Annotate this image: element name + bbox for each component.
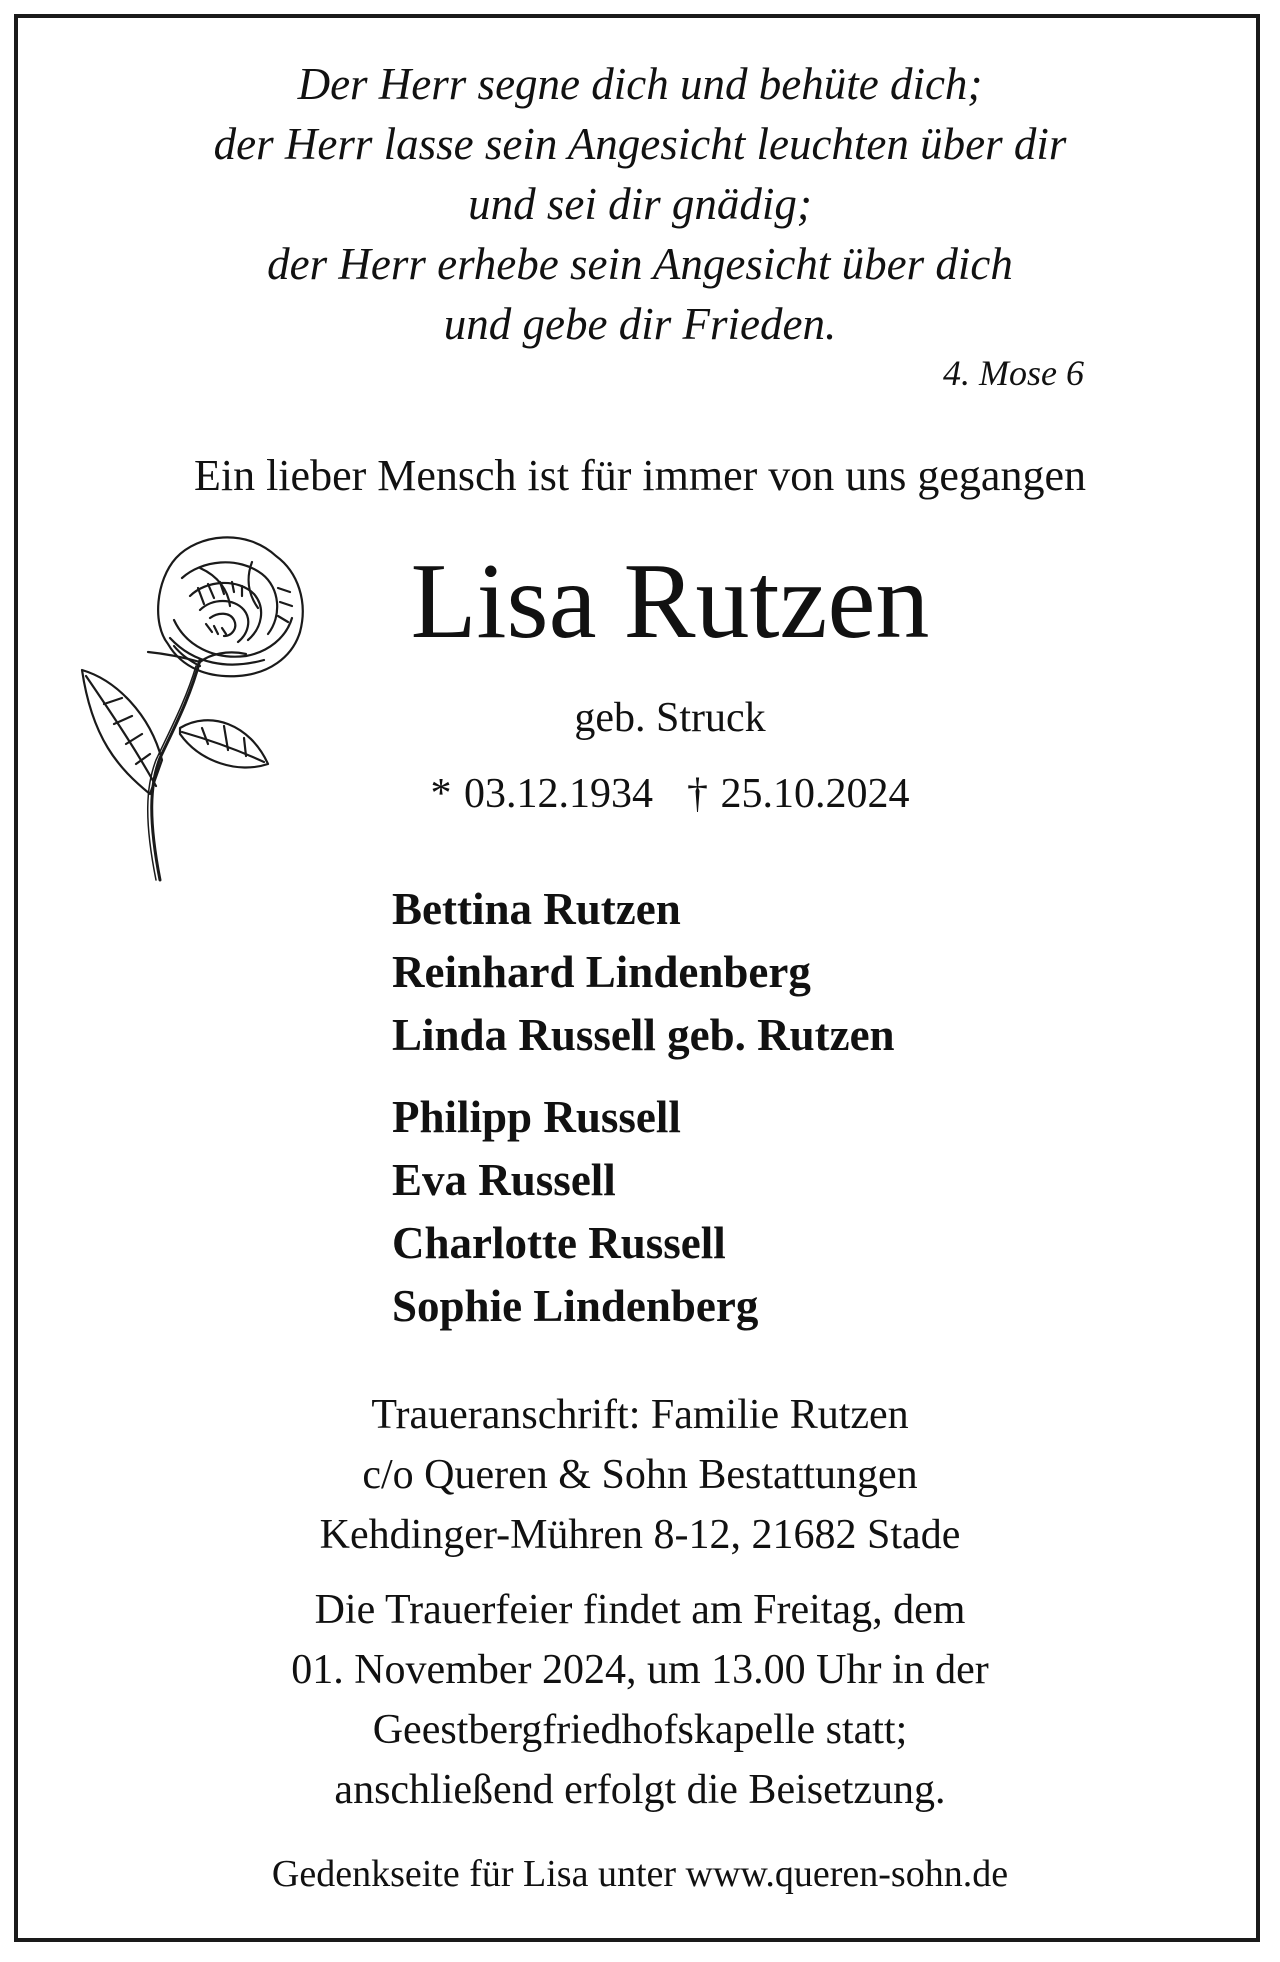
mourner-name: Sophie Lindenberg: [392, 1281, 759, 1331]
death-date: † 25.10.2024: [687, 771, 910, 817]
birth-date: * 03.12.1934: [430, 771, 653, 817]
mourner-name: Philipp Russell: [392, 1092, 681, 1142]
mourners-group-children: [392, 878, 895, 1067]
memorial-page-link[interactable]: Gedenkseite für Lisa unter www.queren-sohn.de: [271, 1853, 1009, 1895]
mourners-group-grandchildren: [392, 1086, 758, 1338]
mourner-name: Charlotte Russell: [392, 1218, 726, 1268]
deceased-name: Lisa Rutzen: [410, 542, 930, 661]
address-line: c/o Queren & Sohn Bestattungen: [362, 1452, 918, 1498]
verse-line: der Herr erhebe sein Angesicht über dich: [267, 239, 1013, 289]
mourning-address: [0, 1385, 1280, 1565]
address-line: Traueranschrift: Familie Rutzen: [371, 1392, 909, 1438]
verse-line: Der Herr segne dich und behüte dich;: [297, 59, 983, 109]
service-line: Die Trauerfeier findet am Freitag, dem: [314, 1587, 966, 1633]
mourner-name: Reinhard Lindenberg: [392, 947, 811, 997]
verse-line: und gebe dir Frieden.: [443, 299, 837, 349]
verse-line: und sei dir gnädig;: [468, 179, 812, 229]
maiden-name: geb. Struck: [574, 695, 766, 741]
mourner-name: Eva Russell: [392, 1155, 616, 1205]
address-line: Kehdinger-Mühren 8-12, 21682 Stade: [319, 1512, 961, 1558]
service-line: 01. November 2024, um 13.00 Uhr in der: [291, 1647, 989, 1693]
mourner-name: Linda Russell geb. Rutzen: [392, 1010, 895, 1060]
service-line: anschließend erfolgt die Beisetzung.: [334, 1767, 946, 1813]
verse-line: der Herr lasse sein Angesicht leuchten über dir: [213, 119, 1067, 169]
intro-text: Ein lieber Mensch ist für immer von uns gegangen: [193, 451, 1086, 500]
bible-verse: [0, 54, 1280, 354]
verse-source: 4. Mose 6: [943, 353, 1084, 393]
mourner-name: Bettina Rutzen: [392, 884, 681, 934]
funeral-service-info: [0, 1580, 1280, 1820]
life-dates: [280, 770, 1060, 818]
service-line: Geestbergfriedhofskapelle statt;: [372, 1707, 908, 1753]
